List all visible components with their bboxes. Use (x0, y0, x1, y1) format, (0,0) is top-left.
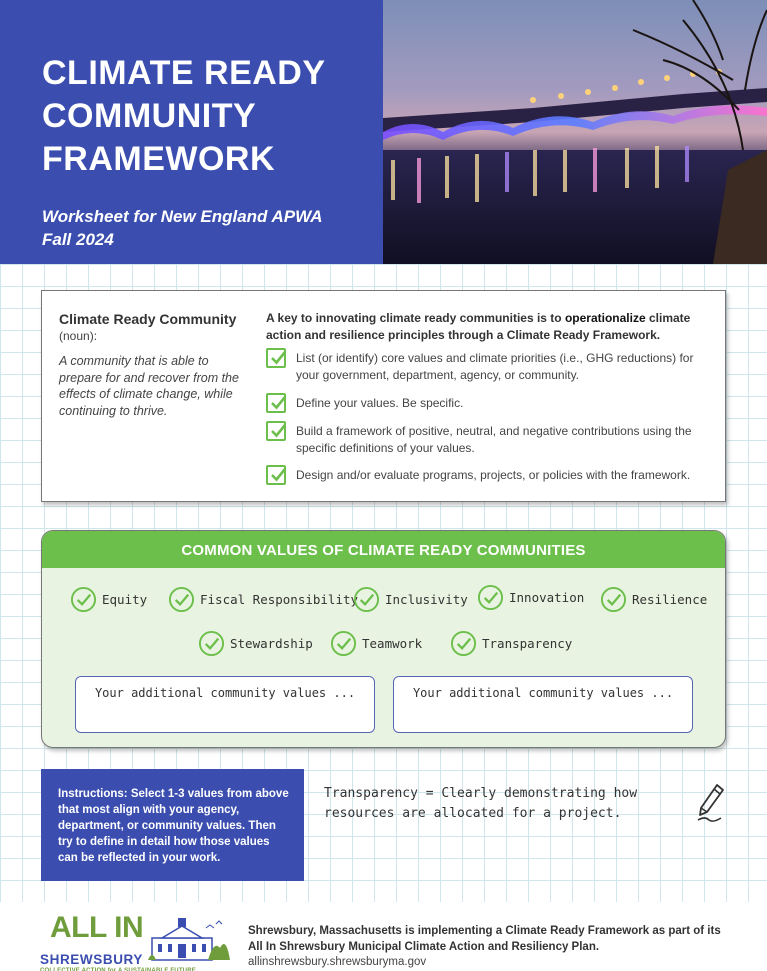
check-circle-icon (600, 586, 627, 613)
value-stewardship[interactable] (198, 629, 313, 657)
intro-text-start: A key to innovating climate ready communities is to (266, 311, 565, 325)
step-text: Build a framework of positive, neutral, and negative contributions using the specific definitions of your values. (296, 424, 692, 455)
subtitle-line-1: Worksheet for New England APWA (42, 207, 323, 226)
page-subtitle (42, 205, 383, 251)
page-title (42, 52, 383, 181)
common-values-box (41, 530, 726, 748)
definition-term: Climate Ready Community (59, 311, 237, 327)
checkbox-icon (266, 393, 286, 413)
intro-emphasis: operationalize (564, 311, 646, 325)
check-circle-icon (353, 586, 380, 613)
value-equity[interactable] (70, 585, 147, 613)
footer-url-link[interactable]: allinshrewsbury.shrewsburyma.gov (248, 956, 427, 968)
step-text: Define your values. Be specific. (296, 396, 464, 410)
subtitle-line-2: Fall 2024 (42, 230, 114, 249)
intro-text-end: climate action and resilience principles through a Climate Ready Framework. (266, 311, 691, 342)
value-resilience[interactable] (600, 585, 707, 613)
checkbox-icon (266, 465, 286, 485)
logo-main-text: ALL IN (50, 911, 144, 944)
pen-icon (695, 782, 727, 824)
value-label: Equity (102, 591, 148, 607)
value-teamwork[interactable] (330, 629, 422, 657)
all-in-shrewsbury-logo (40, 912, 230, 971)
illuminated-bridge-photo (383, 0, 767, 264)
value-transparency[interactable] (450, 629, 572, 657)
definition-text: A community that is able to prepare for and recover from the effects of climate change, while continuing to thrive. (59, 354, 239, 418)
additional-values-field-1[interactable]: Your additional community values ... (75, 676, 375, 733)
framework-intro (266, 310, 706, 343)
definition-part-of-speech: (noun): (59, 329, 98, 343)
check-circle-icon (477, 584, 504, 611)
check-circle-icon (198, 630, 225, 657)
definition-box (41, 290, 726, 502)
footer (0, 902, 767, 971)
checkbox-icon (266, 421, 286, 441)
title-line-3: FRAMEWORK (42, 140, 276, 178)
logo-subtext: SHREWSBURY (40, 952, 144, 967)
check-circle-icon (70, 586, 97, 613)
value-label: Innovation (509, 589, 585, 605)
example-definition: Transparency = Clearly demonstrating how resources are allocated for a project. (324, 786, 638, 821)
header (0, 0, 767, 264)
value-label: Resilience (632, 591, 708, 607)
value-fiscal-responsibility[interactable] (168, 585, 358, 613)
logo-tagline: COLLECTIVE ACTION for A SUSTAINABLE FUTURE (40, 968, 196, 971)
value-label: Teamwork (362, 635, 423, 651)
check-circle-icon (450, 630, 477, 657)
town-hall-icon (148, 918, 230, 962)
step-text: List (or identify) core values and climate priorities (i.e., GHG reductions) for your government, department, agency, or community. (296, 351, 694, 382)
step-text: Design and/or evaluate programs, projects, or policies with the framework. (296, 468, 691, 482)
check-circle-icon (330, 630, 357, 657)
values-heading: COMMON VALUES OF CLIMATE READY COMMUNITIES (42, 531, 725, 568)
title-line-2: COMMUNITY (42, 97, 257, 135)
additional-values-field-2[interactable]: Your additional community values ... (393, 676, 693, 733)
check-circle-icon (168, 586, 195, 613)
header-title-panel (0, 0, 383, 264)
instructions-box: Instructions: Select 1-3 values from above that most align with your agency, department, or community values. Then try to define in detail how those values can be reflected in your work. (41, 769, 304, 881)
value-label: Inclusivity (385, 591, 468, 607)
value-label: Stewardship (230, 635, 313, 651)
footer-description: Shrewsbury, Massachusetts is implementing a Climate Ready Framework as part of its All In Shrewsbury Municipal Climate Action and Resiliency Plan. (248, 925, 721, 953)
value-label: Fiscal Responsibility (200, 591, 359, 607)
checkbox-icon (266, 348, 286, 368)
title-line-1: CLIMATE READY (42, 54, 326, 92)
value-innovation[interactable] (477, 583, 584, 611)
value-inclusivity[interactable] (353, 585, 468, 613)
value-label: Transparency (482, 635, 573, 651)
